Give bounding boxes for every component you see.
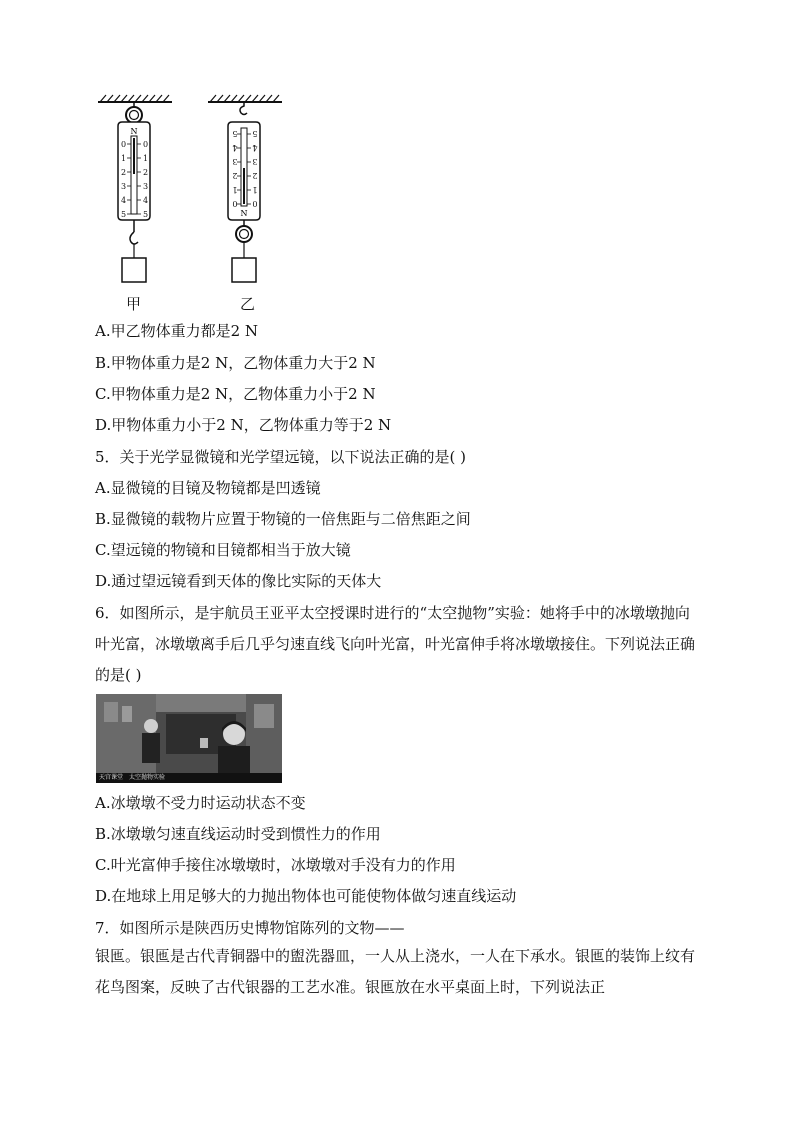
q4-option-b: B.甲物体重力是2 N，乙物体重力大于2 N [95,354,376,372]
q6-option-c: C.叶光富伸手接住冰墩墩时，冰墩墩对手没有力的作用 [95,856,456,874]
svg-text:1: 1 [252,185,258,194]
photo-caption-left: 天宫课堂 [99,774,124,781]
q5-option-b: B.显微镜的载物片应置于物镜的一倍焦距与二倍焦距之间 [95,510,471,528]
q6-option-a: A.冰墩墩不受力时运动状态不变 [95,794,306,812]
svg-text:1: 1 [143,154,149,163]
svg-text:4: 4 [121,196,127,205]
weight-block-yi [232,258,256,282]
q5-stem: 5．关于光学显微镜和光学望远镜，以下说法正确的是( ) [95,448,467,466]
unit-label-yi: N [240,209,248,218]
q6-option-b: B.冰墩墩匀速直线运动时受到惯性力的作用 [95,825,381,843]
svg-text:5: 5 [252,129,258,138]
svg-text:3: 3 [121,182,127,191]
svg-text:5: 5 [143,210,149,219]
svg-text:0: 0 [252,199,258,208]
spring-scale-yi [228,102,260,282]
spring-scale-jia [118,102,150,282]
svg-text:5: 5 [232,129,238,138]
q6-option-d: D.在地球上用足够大的力抛出物体也可能使物体做匀速直线运动 [95,887,517,905]
svg-text:2: 2 [252,171,258,180]
svg-text:3: 3 [232,157,238,166]
q5-option-a: A.显微镜的目镜及物镜都是凹透镜 [95,479,321,497]
svg-text:4: 4 [232,143,238,152]
weight-block-jia [122,258,146,282]
svg-text:3: 3 [252,157,258,166]
svg-text:1: 1 [232,185,238,194]
photo-caption [96,773,282,783]
svg-text:0: 0 [121,140,127,149]
q6-stem: 6．如图所示，是宇航员王亚平太空授课时进行的“太空抛物”实验：她将手中的冰墩墩抛向叶光富，冰墩墩离手后几乎匀速直线飞向叶光富，叶光富伸手将冰墩墩接住。下列说法正确的是( ) [95,604,696,684]
q4-option-d: D.甲物体重力小于2 N，乙物体重力等于2 N [95,416,392,434]
q4-option-c: C.甲物体重力是2 N，乙物体重力小于2 N [95,385,376,403]
q4-option-a: A.甲乙物体重力都是2 N [95,322,259,340]
svg-text:2: 2 [232,171,238,180]
figure-label-jia: 甲 [126,295,142,313]
unit-label-jia: N [130,127,138,136]
svg-text:5: 5 [121,210,127,219]
svg-text:1: 1 [121,154,127,163]
svg-text:2: 2 [121,168,127,177]
q5-option-c: C.望远镜的物镜和目镜都相当于放大镜 [95,541,351,559]
space-station-photo [96,694,282,783]
spring-scale-figure [94,92,294,314]
q5-option-d: D.通过望远镜看到天体的像比实际的天体大 [95,572,382,590]
svg-text:2: 2 [143,168,149,177]
svg-text:0: 0 [232,199,238,208]
q7-stem-line1: 7．如图所示是陕西历史博物馆陈列的文物—— [95,919,405,937]
photo-caption-right: 太空抛物实验 [129,774,166,781]
q7-stem-rest: 银匜。银匜是古代青铜器中的盥洗器皿，一人从上浇水，一人在下承水。银匜的装饰上纹有花鸟图案，反映了古代银器的工艺水准。银匜放在水平桌面上时，下列说法正 [95,947,696,996]
svg-text:0: 0 [143,140,149,149]
svg-text:3: 3 [143,182,149,191]
svg-text:4: 4 [252,143,258,152]
ceiling-right [208,95,282,102]
ceiling-left [98,95,172,102]
svg-text:4: 4 [143,196,149,205]
figure-label-yi: 乙 [240,295,256,313]
